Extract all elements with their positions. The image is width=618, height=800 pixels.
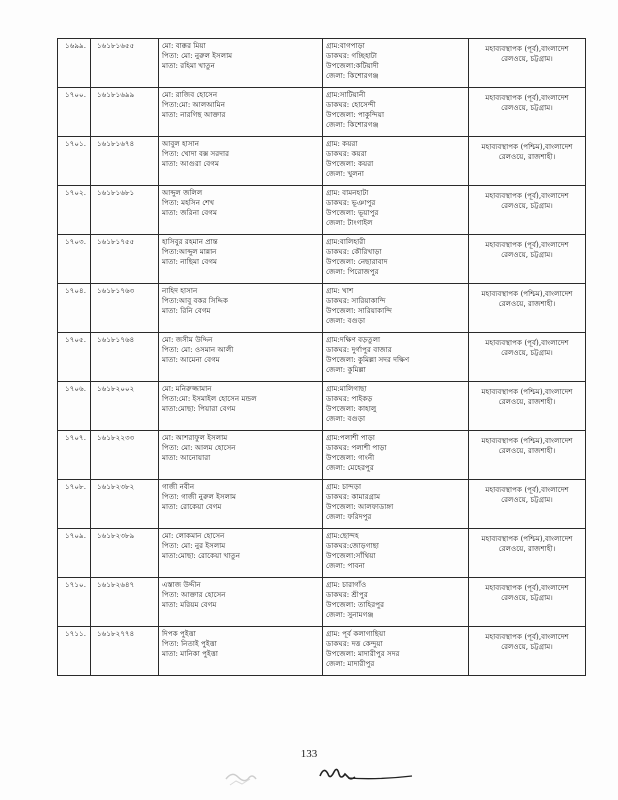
name-line: মো: আশরাফুল ইসলাম: [162, 433, 228, 442]
address-line: জেলা: কিশোরগঞ্জ: [326, 120, 379, 129]
name-line: মো: জসীম উদ্দিন: [162, 335, 213, 344]
address-line: ডাকঘর: কয়রা: [326, 149, 367, 158]
address-cell: [323, 39, 469, 88]
address-line: ডাকঘর:জোড়গাছা: [326, 541, 380, 550]
address-line: ডাকঘর: সারিয়াকান্দি: [326, 296, 386, 305]
address-line: জেলা: বগুড়া: [326, 316, 366, 325]
serial-cell: ১৭০৫.: [58, 333, 91, 382]
address-line: উপজেলা: সারিয়াকান্দি: [326, 306, 393, 315]
address-cell: [323, 284, 469, 333]
address-cell: [323, 578, 469, 627]
posting-cell: মহাব্যবস্থাপক (পূর্ব),বাংলাদেশ রেলওয়ে, চট্টগ্রাম।: [469, 480, 586, 529]
address-line: ডাকঘর: ভূঞাপুর: [326, 198, 376, 207]
posting-cell: মহাব্যবস্থাপক (পশ্চিম),বাংলাদেশ রেলওয়ে, রাজশাহী।: [469, 529, 586, 578]
name-line: মাতা: আমেনা বেগম: [162, 355, 220, 364]
serial-cell: ১৭০২.: [58, 186, 91, 235]
address-line: উপজেলা: তাহিরপুর: [326, 600, 385, 609]
faint-stamp-mark: [222, 767, 260, 789]
address-line: জেলা: সুনামগঞ্জ: [326, 610, 374, 619]
roll-number-cell: ১৬১৮১৬৮১: [91, 186, 159, 235]
address-line: উপজেলা: গাংনী: [326, 453, 375, 462]
address-cell: [323, 480, 469, 529]
table-row: [58, 88, 586, 137]
table-row: [58, 529, 586, 578]
table-row: [58, 578, 586, 627]
roll-number-cell: ১৬১৮১৭৬৩: [91, 284, 159, 333]
name-line: মো: বাক্কর মিয়া: [162, 41, 206, 50]
name-cell: [159, 382, 323, 431]
posting-cell: মহাব্যবস্থাপক (পূর্ব),বাংলাদেশ রেলওয়ে, চট্টগ্রাম।: [469, 186, 586, 235]
address-line: ডাকঘর: শ্রীপুর: [326, 590, 368, 599]
roll-number-cell: ১৬১৮২০০২: [91, 382, 159, 431]
name-line: পিতা:মো: আলআমিন: [162, 100, 225, 109]
address-cell: [323, 529, 469, 578]
address-line: উপজেলা: কুমিল্লা সদর দক্ষিণ: [326, 355, 410, 364]
signature: [318, 762, 418, 788]
name-line: মাতা: মানিকা পুইত্তা: [162, 649, 218, 658]
address-cell: [323, 333, 469, 382]
address-line: গ্রাম:দক্ষিণ বড়তুলা: [326, 335, 381, 344]
name-line: মাতা: নাছিমা বেগম: [162, 257, 218, 266]
name-line: আব্দুল জলিল: [162, 188, 203, 197]
table-row: [58, 235, 586, 284]
table-row: [58, 382, 586, 431]
address-cell: [323, 137, 469, 186]
name-cell: [159, 431, 323, 480]
table-row: [58, 431, 586, 480]
roll-number-cell: ১৬১৮১৭৬৪: [91, 333, 159, 382]
serial-cell: ১৭১০.: [58, 578, 91, 627]
address-line: ডাকঘর: পলাশী পাড়া: [326, 443, 387, 452]
posting-cell: মহাব্যবস্থাপক (পূর্ব),বাংলাদেশ রেলওয়ে, চট্টগ্রাম।: [469, 578, 586, 627]
serial-cell: ১৭০০.: [58, 88, 91, 137]
name-cell: [159, 88, 323, 137]
name-line: মো: মনিরুজ্জামান: [162, 384, 212, 393]
results-table-wrapper: [57, 38, 585, 676]
address-line: গ্রাম: কয়রা: [326, 139, 358, 148]
name-line: মাতা: রহিমা খাতুন: [162, 61, 215, 70]
name-cell: [159, 137, 323, 186]
name-line: আবুল হাসান: [162, 139, 200, 148]
address-line: ডাকঘর: হোসেন্দী: [326, 100, 376, 109]
name-cell: [159, 186, 323, 235]
address-line: ডাকঘর: গচ্ছিহাটা: [326, 51, 377, 60]
name-line: পিতা:আবু বকর সিদ্দিক: [162, 296, 228, 305]
name-line: পিতা:মো: ইসমাইল হোসেন মন্ডল: [162, 394, 257, 403]
posting-cell: মহাব্যবস্থাপক (পশ্চিম),বাংলাদেশ রেলওয়ে, রাজশাহী।: [469, 284, 586, 333]
name-line: মাতা:মোছা: রোকেয়া খাতুন: [162, 551, 241, 560]
table-row: [58, 480, 586, 529]
serial-cell: ১৭০১.: [58, 137, 91, 186]
name-line: পিতা: মো: নুরুল ইসলাম: [162, 51, 233, 60]
name-line: মাতা: মরিয়ম বেগম: [162, 600, 217, 609]
table-row: [58, 186, 586, 235]
name-line: পিতা: মো: ওসমান আলী: [162, 345, 234, 354]
address-line: জেলা: মাদারীপুর: [326, 659, 375, 668]
name-cell: [159, 627, 323, 676]
address-line: উপজেলা: পাকুন্দিয়া: [326, 110, 385, 119]
page-number: 133: [300, 748, 318, 760]
name-line: পিতা: মহসিন শেখ: [162, 198, 215, 207]
address-line: জেলা: মেহেরপুর: [326, 463, 374, 472]
results-table: [57, 38, 586, 676]
name-line: হাসিবুর রহমান প্রান্ত: [162, 237, 218, 246]
name-line: নাহিদ হাসান: [162, 286, 198, 295]
posting-cell: মহাব্যবস্থাপক (পশ্চিম),বাংলাদেশ রেলওয়ে, রাজশাহী।: [469, 137, 586, 186]
name-cell: [159, 333, 323, 382]
name-line: মাতা: জরিনা বেগম: [162, 208, 217, 217]
serial-cell: ১৭০৬.: [58, 382, 91, 431]
roll-number-cell: ১৬১৮২৭৭৪: [91, 627, 159, 676]
address-line: উপজেলা:সাঁথিয়া: [326, 551, 376, 560]
address-cell: [323, 627, 469, 676]
name-cell: [159, 529, 323, 578]
address-line: জেলা: পিরোজপুর: [326, 267, 379, 276]
name-line: মো: রাজিব হোসেন: [162, 90, 218, 99]
serial-cell: ১৭০৭.: [58, 431, 91, 480]
address-cell: [323, 431, 469, 480]
name-line: পিতা: গাজী নুরুল ইসলাম: [162, 492, 237, 501]
posting-cell: মহাব্যবস্থাপক (পশ্চিম),বাংলাদেশ রেলওয়ে, রাজশাহী।: [469, 431, 586, 480]
roll-number-cell: ১৬১৮১৭৫৫: [91, 235, 159, 284]
posting-cell: মহাব্যবস্থাপক (পূর্ব),বাংলাদেশ রেলওয়ে, চট্টগ্রাম।: [469, 627, 586, 676]
name-cell: [159, 235, 323, 284]
table-row: [58, 39, 586, 88]
address-line: গ্রাম:বালিহারী: [326, 237, 366, 246]
posting-cell: মহাব্যবস্থাপক (পূর্ব),বাংলাদেশ রেলওয়ে, চট্টগ্রাম।: [469, 39, 586, 88]
address-line: উপজেলা:কটিয়াদী: [326, 61, 379, 70]
address-cell: [323, 88, 469, 137]
address-cell: [323, 382, 469, 431]
roll-number-cell: ১৬১৮২৩৮৯: [91, 529, 159, 578]
address-line: ডাকঘর: দত্ত কেন্দুয়া: [326, 639, 383, 648]
address-line: ডাকঘর: কামারগ্রাম: [326, 492, 381, 501]
address-line: গ্রাম: খাশ: [326, 286, 354, 295]
posting-cell: মহাব্যবস্থাপক (পূর্ব),বাংলাদেশ রেলওয়ে, চট্টগ্রাম।: [469, 88, 586, 137]
posting-cell: মহাব্যবস্থাপক (পশ্চিম),বাংলাদেশ রেলওয়ে, রাজশাহী।: [469, 382, 586, 431]
roll-number-cell: ১৬১৮১৬৯৯: [91, 88, 159, 137]
table-row: [58, 333, 586, 382]
serial-cell: ১৬৯৯.: [58, 39, 91, 88]
results-table-body: [58, 39, 586, 676]
address-line: গ্রাম: বামনহাটা: [326, 188, 369, 197]
posting-cell: মহাব্যবস্থাপক (পূর্ব),বাংলাদেশ রেলওয়ে, চট্টগ্রাম।: [469, 235, 586, 284]
name-line: মাতা: রিনি বেগম: [162, 306, 211, 315]
name-line: মাতা: নারগিছ আক্তার: [162, 110, 226, 119]
address-line: জেলা: টাংগাইল: [326, 218, 373, 227]
name-line: পিতা:আব্দুল মান্নান: [162, 247, 217, 256]
name-line: পিতা: নিতাই পুইত্তা: [162, 639, 217, 648]
address-line: জেলা: ফরিদপুর: [326, 512, 372, 521]
name-line: পিতা: মো: আলম হোসেন: [162, 443, 236, 452]
name-line: এস্তাজ উদ্দীন: [162, 580, 201, 589]
name-line: মাতা: রোকেয়া বেগম: [162, 502, 222, 511]
name-line: গাজী নবীন: [162, 482, 195, 491]
posting-cell: মহাব্যবস্থাপক (পূর্ব),বাংলাদেশ রেলওয়ে, চট্টগ্রাম।: [469, 333, 586, 382]
name-line: মাতা: আনোয়ারা: [162, 453, 211, 462]
address-line: জেলা: কিশোরগঞ্জ: [326, 71, 379, 80]
address-line: জেলা: বগুড়া: [326, 414, 366, 423]
serial-cell: ১৭০৯.: [58, 529, 91, 578]
name-line: দিপক পুইত্তা: [162, 629, 196, 638]
serial-cell: ১৭০৩.: [58, 235, 91, 284]
name-line: মাতা:মোছা: পিয়ারা বেগম: [162, 404, 236, 413]
serial-cell: ১৭০৮.: [58, 480, 91, 529]
address-line: গ্রাম: চারাগাঁও: [326, 580, 367, 589]
serial-cell: ১৭০৪.: [58, 284, 91, 333]
name-cell: [159, 39, 323, 88]
name-line: পিতা: আক্তার হোসেন: [162, 590, 226, 599]
roll-number-cell: ১৬১৮১৬৫৫: [91, 39, 159, 88]
name-line: মো: লোকমান হোসেন: [162, 531, 225, 540]
address-line: উপজেলা: আলফাডাঙ্গা: [326, 502, 394, 511]
roll-number-cell: ১৬১৮২৩৮২: [91, 480, 159, 529]
name-line: মাতা: আগুরা বেগম: [162, 159, 219, 168]
table-row: [58, 284, 586, 333]
roll-number-cell: ১৬১৮২২৩৩: [91, 431, 159, 480]
address-line: ডাকঘর: কৌরিখাড়া: [326, 247, 382, 256]
address-line: জেলা: খুলনা: [326, 169, 364, 178]
address-cell: [323, 186, 469, 235]
address-line: গ্রাম: চান্দড়া: [326, 482, 362, 491]
table-row: [58, 137, 586, 186]
address-line: উপজেলা: নেছারাবাদ: [326, 257, 388, 266]
address-line: গ্রাম:সাটিয়ানী: [326, 90, 366, 99]
address-line: ডাকঘর: দুর্গাপুর বাজার: [326, 345, 392, 354]
address-line: গ্রাম:মালিগাছা: [326, 384, 367, 393]
name-line: পিতা: খোদা বক্স সরদার: [162, 149, 230, 158]
roll-number-cell: ১৬১৮১৬৭৪: [91, 137, 159, 186]
address-line: উপজেলা: ভূয়াপুর: [326, 208, 379, 217]
name-cell: [159, 578, 323, 627]
address-line: গ্রাম:বাগপাড়া: [326, 41, 365, 50]
address-line: উপজেলা: কয়রা: [326, 159, 374, 168]
name-line: পিতা: মো: নুর ইসলাম: [162, 541, 226, 550]
name-cell: [159, 480, 323, 529]
table-row: [58, 627, 586, 676]
address-line: উপজেলা: কাহালু: [326, 404, 377, 413]
address-cell: [323, 235, 469, 284]
address-line: জেলা: কুমিল্লা: [326, 365, 366, 374]
serial-cell: ১৭১১.: [58, 627, 91, 676]
address-line: জেলা: পাবনা: [326, 561, 365, 570]
address-line: গ্রাম:ছোন্দহ: [326, 531, 359, 540]
address-line: গ্রাম: পূর্ব কলাগাছিয়া: [326, 629, 386, 638]
address-line: উপজেলা: মাদারীপুর সদর: [326, 649, 400, 658]
address-line: ডাকঘর: পাইকড়: [326, 394, 373, 403]
address-line: গ্রাম:পলাশী পাড়া: [326, 433, 375, 442]
roll-number-cell: ১৬১৮২৬৪৭: [91, 578, 159, 627]
name-cell: [159, 284, 323, 333]
